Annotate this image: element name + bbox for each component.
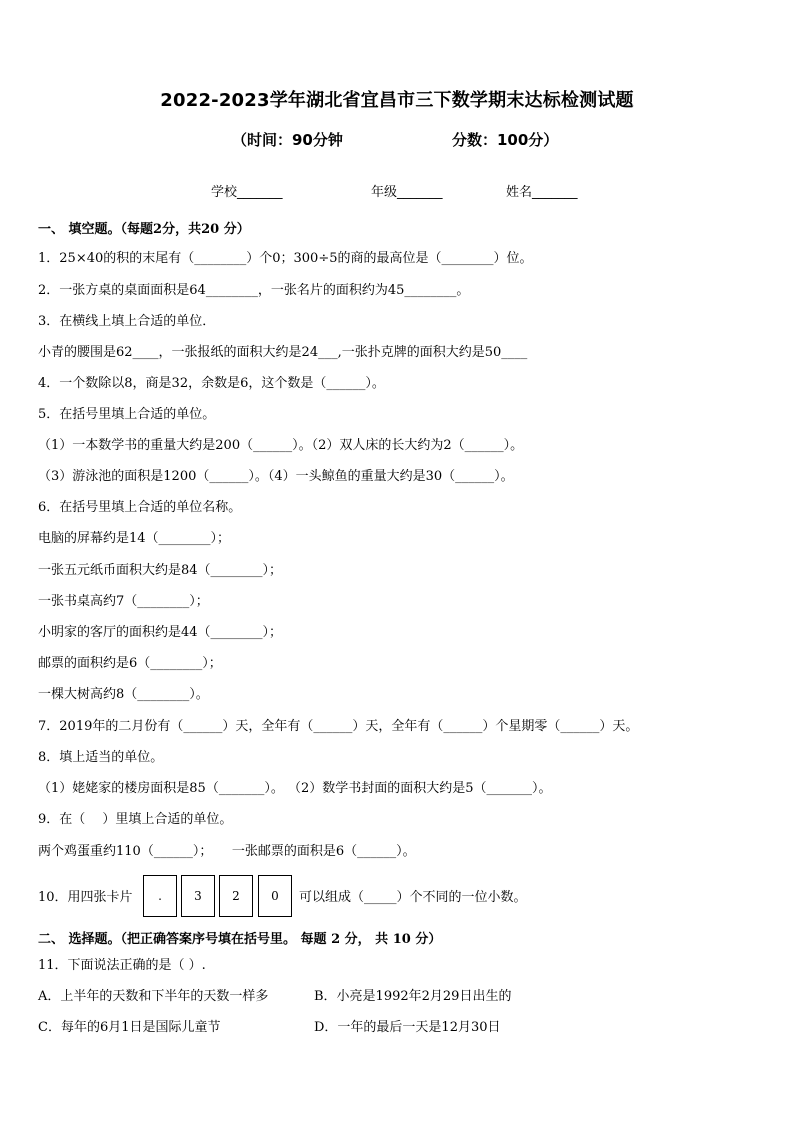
question-5-part-1: （1）一本数学书的重量大约是200（______）。（2）双人床的长大约为2（______）。 <box>38 438 524 453</box>
grade-field: 年级_______ <box>371 185 443 200</box>
question-6-item: 一棵大树高约8（________）。 <box>38 687 209 702</box>
question-6-item: 电脑的屏幕约是14（________）； <box>38 531 231 546</box>
question-6-item: 小明家的客厅的面积约是44（________）； <box>38 625 283 640</box>
page-title: 2022-2023学年湖北省宜昌市三下数学期末达标检测试题 <box>160 90 634 111</box>
question-6-item: 一张五元纸币面积大约是84（________）； <box>38 563 283 578</box>
question-2: 2．一张方桌的桌面面积是64________，一张名片的面积约为45________。 <box>38 283 470 298</box>
question-11: 11．下面说法正确的是（ ）. <box>38 958 206 973</box>
question-7: 7．2019年的二月份有（______）天，全年有（______）天，全年有（______）个星期零（______）天。 <box>38 719 639 734</box>
name-field: 姓名_______ <box>506 185 578 200</box>
digit-card: 3 <box>181 875 215 917</box>
question-5: 5．在括号里填上合适的单位。 <box>38 407 216 422</box>
digit-card: . <box>143 875 177 917</box>
section-2-heading: 二、 选择题。（把正确答案序号填在括号里。 每题 2 分， 共 10 分） <box>38 932 442 947</box>
question-10-prefix: 10．用四张卡片 <box>38 890 133 905</box>
question-4: 4．一个数除以8，商是32，余数是6，这个数是（______）。 <box>38 376 385 391</box>
question-6-item: 邮票的面积约是6（________）； <box>38 656 222 671</box>
question-6-item: 一张书桌高约7（________）； <box>38 594 209 609</box>
section-1-heading: 一、 填空题。（每题2分，共20 分） <box>38 222 250 237</box>
digit-card: 0 <box>258 875 292 917</box>
exam-time: （时间：90分钟 <box>232 131 343 149</box>
option-c: C．每年的6月1日是国际儿童节 <box>38 1020 221 1035</box>
option-a: A．上半年的天数和下半年的天数一样多 <box>38 989 269 1004</box>
question-8-parts: （1）姥姥家的楼房面积是85（_______）。 （2）数学书封面的面积大约是5（_______）。 <box>38 781 552 796</box>
option-b: B．小亮是1992年2月29日出生的 <box>314 989 512 1004</box>
question-3-text: 小青的腰围是62____，一张报纸的面积大约是24___,一张扑克牌的面积大约是50____ <box>38 345 528 360</box>
question-10-suffix: 可以组成（_____）个不同的一位小数。 <box>299 890 527 905</box>
question-1: 1．25×40的积的末尾有（________）个0；300÷5的商的最高位是（________）位。 <box>38 251 533 266</box>
question-9-text: 两个鸡蛋重约110（______）； 一张邮票的面积是6（______）。 <box>38 844 416 859</box>
question-6: 6．在括号里填上合适的单位名称。 <box>38 500 242 515</box>
exam-score: 分数：100分） <box>452 131 559 149</box>
question-8: 8．填上适当的单位。 <box>38 750 164 765</box>
question-3: 3．在横线上填上合适的单位． <box>38 314 216 329</box>
question-9: 9．在（ ）里填上合适的单位。 <box>38 812 233 827</box>
option-d: D．一年的最后一天是12月30日 <box>314 1020 501 1035</box>
school-field: 学校_______ <box>211 185 283 200</box>
digit-card: 2 <box>219 875 253 917</box>
question-5-part-2: （3）游泳池的面积是1200（______）。（4）一头鲸鱼的重量大约是30（______）。 <box>38 469 514 484</box>
